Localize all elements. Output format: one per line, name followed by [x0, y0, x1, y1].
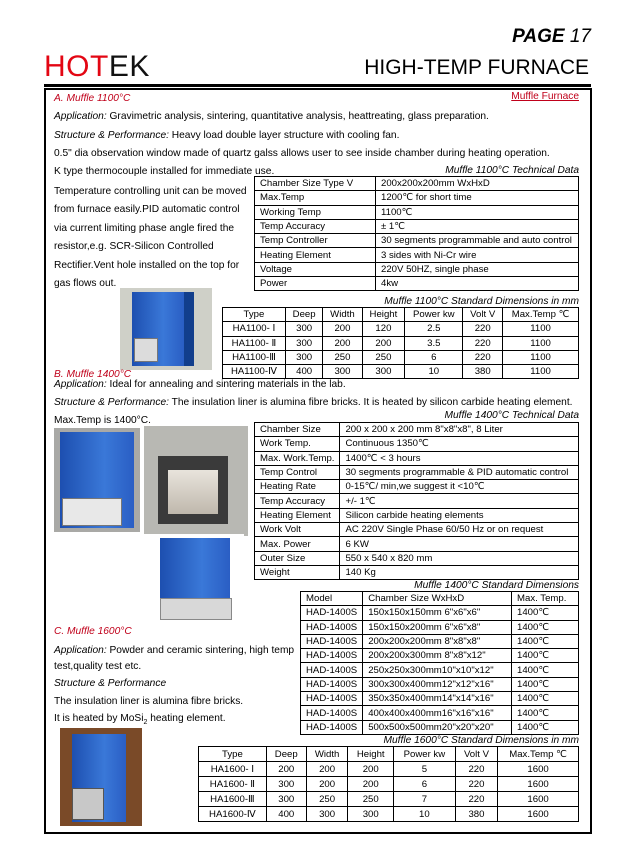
table-cell: 220: [455, 792, 497, 807]
table-cell: Silicon carbide heating elements: [340, 508, 579, 522]
table-cell: 2.5: [405, 322, 463, 336]
column-header: Max.Temp ℃: [498, 747, 579, 762]
table-cell: 250: [306, 792, 348, 807]
table-cell: 1400℃: [512, 720, 579, 734]
table-cell: 1400℃: [512, 663, 579, 677]
description-line: via current limiting phase angle fired the: [54, 222, 235, 234]
table-cell: HAD-1400S: [301, 663, 363, 677]
table-cell: 300: [266, 792, 306, 807]
table-row: [301, 692, 579, 706]
table-cell: 6: [405, 350, 463, 364]
table-cell: 200: [362, 336, 405, 350]
table-cell: Temp Accuracy: [255, 494, 340, 508]
table-cell: 30 segments programmable & PID automatic control: [340, 465, 579, 479]
table-cell: 1100: [503, 365, 579, 379]
table-cell: 250: [323, 350, 362, 364]
table-cell: Continuous 1350℃: [340, 437, 579, 451]
table-cell: Temp Control: [255, 465, 340, 479]
section-c-title: C. Muffle 1600°C: [54, 626, 132, 637]
table-cell: Chamber Size: [255, 423, 340, 437]
page-prefix: PAGE: [512, 26, 565, 47]
table-row: [301, 649, 579, 663]
table-row: [301, 606, 579, 620]
section-c-heating-text: [54, 714, 226, 726]
muffle-furnace-tag: Muffle Furnace: [511, 91, 579, 102]
table-cell: 1200℃ for short time: [376, 191, 579, 205]
table-row: [199, 777, 579, 792]
table-cell: 200: [323, 322, 362, 336]
table-row: [255, 565, 579, 579]
table-cell: 220: [463, 350, 503, 364]
table-cell: Max. Work.Temp.: [255, 451, 340, 465]
table-cell: 500x500x500mm20"x20"x20": [363, 720, 512, 734]
table-cell: 400x400x400mm16"x16"x16": [363, 706, 512, 720]
section-a-description: [54, 183, 247, 293]
observation-window-text: 0.5" dia observation window made of quartz galss allows user to see inside chamber during heating operation.: [54, 148, 550, 159]
column-header: Max. Temp.: [512, 592, 579, 606]
column-header: Deep: [266, 747, 306, 762]
table-cell: 200: [348, 762, 394, 777]
structure-text: Heavy load double layer structure with cooling fan.: [168, 130, 400, 141]
table-cell: 300: [323, 365, 362, 379]
application-label: Application:: [54, 645, 107, 656]
table-cell: 1100: [503, 350, 579, 364]
furnace-side: [184, 292, 194, 366]
table-row: [255, 277, 579, 291]
brand-logo-red: HOT: [44, 50, 109, 83]
table-cell: 200x200x200mm 8"x8"x8": [363, 634, 512, 648]
table-row: [199, 792, 579, 807]
table-cell: 200x200x200mm WxHxD: [376, 177, 579, 191]
table-cell: Heating Element: [255, 248, 376, 262]
table-cell: 1100: [503, 336, 579, 350]
column-header: Power kw: [393, 747, 455, 762]
table-cell: 150x150x150mm 6"x6"x6": [363, 606, 512, 620]
heating-text-sub: 2: [143, 719, 148, 727]
table-row: [255, 177, 579, 191]
heating-text-post: heating element.: [147, 713, 226, 724]
section-b-application: [54, 380, 346, 390]
table-cell: 200: [266, 762, 306, 777]
table-cell: 150x150x200mm 6"x6"x8": [363, 620, 512, 634]
column-header: Power kw: [405, 308, 463, 322]
header-rule: [44, 84, 591, 87]
table-cell: 1400℃ < 3 hours: [340, 451, 579, 465]
column-header: Deep: [285, 308, 322, 322]
column-header: Height: [348, 747, 394, 762]
description-line: Temperature controlling unit can be moved: [54, 186, 247, 197]
table-cell: 10: [405, 365, 463, 379]
table-cell: ± 1℃: [376, 219, 579, 233]
table-row: [255, 537, 579, 551]
table-cell: Heating Element: [255, 508, 340, 522]
application-text: Ideal for annealing and sintering materials in the lab.: [106, 379, 346, 390]
table-cell: HA1600-Ⅲ: [199, 792, 267, 807]
table-cell: 300: [266, 777, 306, 792]
section-c-application-cont: test,quality test etc.: [54, 661, 142, 672]
table-row: [301, 620, 579, 634]
section-a-structure: [54, 131, 399, 141]
table-row: [255, 465, 579, 479]
table-cell: 10: [393, 807, 455, 822]
table-cell: HAD-1400S: [301, 634, 363, 648]
section-a-application: [54, 112, 489, 122]
table-cell: Outer Size: [255, 551, 340, 565]
table-cell: 400: [285, 365, 322, 379]
description-line: from furnace easily.PID automatic control: [54, 204, 240, 216]
table-cell: Max. Power: [255, 537, 340, 551]
table-cell: HAD-1400S: [301, 620, 363, 634]
table-row: [255, 523, 579, 537]
dim-caption-1400: Muffle 1400°C Standard Dimensions: [414, 580, 579, 591]
table-row: [301, 663, 579, 677]
column-header: Chamber Size WxHxD: [363, 592, 512, 606]
table-cell: Work Temp.: [255, 437, 340, 451]
table-cell: 3 sides with Ni-Cr wire: [376, 248, 579, 262]
table-cell: 0-15℃/ min,we suggest it <10℃: [340, 480, 579, 494]
table-row: [223, 350, 579, 364]
table-cell: AC 220V Single Phase 60/50 Hz or on request: [340, 523, 579, 537]
table-cell: 250: [362, 350, 405, 364]
table-cell: 1400℃: [512, 677, 579, 691]
chamber-interior: [168, 470, 218, 514]
table-cell: Working Temp: [255, 205, 376, 219]
table-row: [301, 634, 579, 648]
description-line: gas flows out.: [54, 278, 117, 290]
table-cell: Power: [255, 277, 376, 291]
tech-table-1100: [254, 176, 579, 291]
table-cell: 380: [455, 807, 497, 822]
furnace-1100-photo: [120, 288, 212, 370]
table-row: [223, 365, 579, 379]
table-cell: HAD-1400S: [301, 692, 363, 706]
table-cell: 300: [285, 350, 322, 364]
table-row: [255, 262, 579, 276]
table-cell: 300: [348, 807, 394, 822]
table-cell: HA1100- Ⅱ: [223, 336, 286, 350]
table-row: [301, 677, 579, 691]
table-row: [301, 706, 579, 720]
dim-caption-1100: Muffle 1100°C Standard Dimensions in mm: [384, 296, 579, 307]
table-row: [223, 336, 579, 350]
table-cell: 220: [455, 777, 497, 792]
table-cell: 550 x 540 x 820 mm: [340, 551, 579, 565]
table-cell: 200x200x300mm 8"x8"x12": [363, 649, 512, 663]
page-number-label: [512, 26, 591, 48]
table-cell: HAD-1400S: [301, 706, 363, 720]
table-cell: 220: [463, 322, 503, 336]
table-cell: 4kw: [376, 277, 579, 291]
table-row: [255, 551, 579, 565]
table-cell: HAD-1400S: [301, 649, 363, 663]
column-header: Height: [362, 308, 405, 322]
table-cell: 1100℃: [376, 205, 579, 219]
furnace-1400-photo-blue: [134, 534, 244, 624]
table-cell: HAD-1400S: [301, 720, 363, 734]
table-cell: 1400℃: [512, 620, 579, 634]
table-row: [255, 423, 579, 437]
table-cell: 300: [285, 322, 322, 336]
table-cell: 220V 50HZ, single phase: [376, 262, 579, 276]
table-cell: 7: [393, 792, 455, 807]
table-cell: 300: [285, 336, 322, 350]
table-cell: Chamber Size Type V: [255, 177, 376, 191]
table-cell: 200: [348, 777, 394, 792]
table-cell: 1400℃: [512, 634, 579, 648]
description-line: Rectifier.Vent hole installed on the top for: [54, 259, 240, 271]
furnace-1600-photo: [60, 728, 142, 826]
application-text: Gravimetric analysis, sintering, quantitative analysis, heattreating, glass preparation.: [106, 111, 489, 122]
furnace-1400-photo-open: [144, 426, 248, 536]
table-cell: 1600: [498, 762, 579, 777]
column-header: Type: [223, 308, 286, 322]
tech-table-1400: [254, 422, 579, 580]
controller-panel: [134, 338, 158, 362]
table-cell: 1400℃: [512, 692, 579, 706]
section-b-structure: [54, 398, 573, 408]
table-cell: 120: [362, 322, 405, 336]
table-row: [301, 720, 579, 734]
dim-table-1100: [222, 307, 579, 379]
furnace-1400-photo-front: [54, 428, 140, 532]
dim-table-1400: [300, 591, 579, 735]
controller-panel: [72, 788, 104, 820]
table-cell: 300: [306, 807, 348, 822]
table-cell: 1600: [498, 792, 579, 807]
table-cell: 5: [393, 762, 455, 777]
application-label: Application:: [54, 379, 107, 390]
table-row: [255, 191, 579, 205]
column-header: Width: [323, 308, 362, 322]
section-a-title: A. Muffle 1100°C: [54, 93, 131, 104]
tech-caption-1400: Muffle 1400°C Technical Data: [444, 410, 579, 421]
application-text: Powder and ceramic sintering, high temp: [106, 645, 295, 656]
structure-label: Structure & Performance:: [54, 397, 169, 408]
table-cell: HA1600-Ⅳ: [199, 807, 267, 822]
table-cell: 140 Kg: [340, 565, 579, 579]
page-number: 17: [569, 26, 591, 47]
table-cell: 250x250x300mm10"x10"x12": [363, 663, 512, 677]
column-header: Type: [199, 747, 267, 762]
table-row: [255, 451, 579, 465]
heating-text-pre: It is heated by MoSi: [54, 713, 144, 724]
table-cell: 200 x 200 x 200 mm 8"x8"x8", 8 Liter: [340, 423, 579, 437]
table-cell: 380: [463, 365, 503, 379]
table-header-row: [199, 747, 579, 762]
table-row: [223, 322, 579, 336]
table-cell: 6 KW: [340, 537, 579, 551]
table-cell: 1400℃: [512, 706, 579, 720]
table-cell: 300: [362, 365, 405, 379]
table-cell: 200: [306, 762, 348, 777]
structure-label: Structure & Performance:: [54, 130, 169, 141]
table-row: [255, 494, 579, 508]
table-row: [255, 205, 579, 219]
table-cell: 1400℃: [512, 606, 579, 620]
table-row: [255, 219, 579, 233]
table-cell: 1400℃: [512, 649, 579, 663]
thermocouple-text: K type thermocouple installed for immediate use.: [54, 166, 275, 177]
controller-panel: [160, 598, 232, 620]
table-cell: 1100: [503, 322, 579, 336]
table-row: [199, 807, 579, 822]
table-cell: 250: [348, 792, 394, 807]
table-cell: HA1100-Ⅲ: [223, 350, 286, 364]
description-line: resistor,e.g. SCR-Silicon Controlled: [54, 241, 214, 253]
column-header: Max.Temp ℃: [503, 308, 579, 322]
application-label: Application:: [54, 111, 107, 122]
table-cell: 3.5: [405, 336, 463, 350]
column-header: Volt V: [455, 747, 497, 762]
document-title: HIGH-TEMP FURNACE: [364, 56, 589, 79]
table-cell: Work Volt: [255, 523, 340, 537]
max-temp-1400-text: Max.Temp is 1400°C.: [54, 415, 151, 426]
table-cell: HA1100- Ⅰ: [223, 322, 286, 336]
table-cell: 220: [463, 336, 503, 350]
table-cell: 1600: [498, 807, 579, 822]
table-cell: HAD-1400S: [301, 677, 363, 691]
furnace-body: [160, 538, 230, 598]
table-cell: HA1600- Ⅱ: [199, 777, 267, 792]
table-cell: Voltage: [255, 262, 376, 276]
table-header-row: [301, 592, 579, 606]
section-c-application: [54, 646, 294, 656]
column-header: Volt V: [463, 308, 503, 322]
table-cell: 200: [306, 777, 348, 792]
table-cell: HA1600- Ⅰ: [199, 762, 267, 777]
table-row: [255, 234, 579, 248]
controller-panel: [62, 498, 122, 526]
section-b-title: B. Muffle 1400°C: [54, 369, 132, 380]
column-header: Width: [306, 747, 348, 762]
table-row: [255, 248, 579, 262]
table-cell: 6: [393, 777, 455, 792]
table-cell: HAD-1400S: [301, 606, 363, 620]
table-cell: 400: [266, 807, 306, 822]
brand-logo-black: EK: [108, 50, 150, 83]
table-row: [255, 508, 579, 522]
table-cell: HA1100-Ⅳ: [223, 365, 286, 379]
section-c-structure-label: Structure & Performance: [54, 678, 167, 689]
dim-caption-1600: Muffle 1600°C Standard Dimensions in mm: [383, 735, 579, 746]
table-row: [255, 437, 579, 451]
table-cell: Temp Controller: [255, 234, 376, 248]
table-row: [199, 762, 579, 777]
table-cell: 220: [455, 762, 497, 777]
table-cell: Heating Rate: [255, 480, 340, 494]
table-cell: 300x300x400mm12"x12"x16": [363, 677, 512, 691]
structure-text: The insulation liner is alumina fibre bricks. It is heated by silicon carbide heating element.: [168, 397, 573, 408]
table-cell: 200: [323, 336, 362, 350]
table-cell: Max.Temp: [255, 191, 376, 205]
table-row: [255, 480, 579, 494]
table-header-row: [223, 308, 579, 322]
section-c-liner-text: The insulation liner is alumina fibre bricks.: [54, 696, 244, 707]
brand-logo: [44, 50, 150, 84]
dim-table-1600: [198, 746, 579, 822]
table-cell: 1600: [498, 777, 579, 792]
column-header: Model: [301, 592, 363, 606]
table-cell: Weight: [255, 565, 340, 579]
table-cell: 350x350x400mm14"x14"x16": [363, 692, 512, 706]
tech-caption-1100: Muffle 1100°C Technical Data: [445, 165, 579, 176]
table-cell: 30 segments programmable and auto control: [376, 234, 579, 248]
table-cell: +/- 1℃: [340, 494, 579, 508]
table-cell: Temp Accuracy: [255, 219, 376, 233]
